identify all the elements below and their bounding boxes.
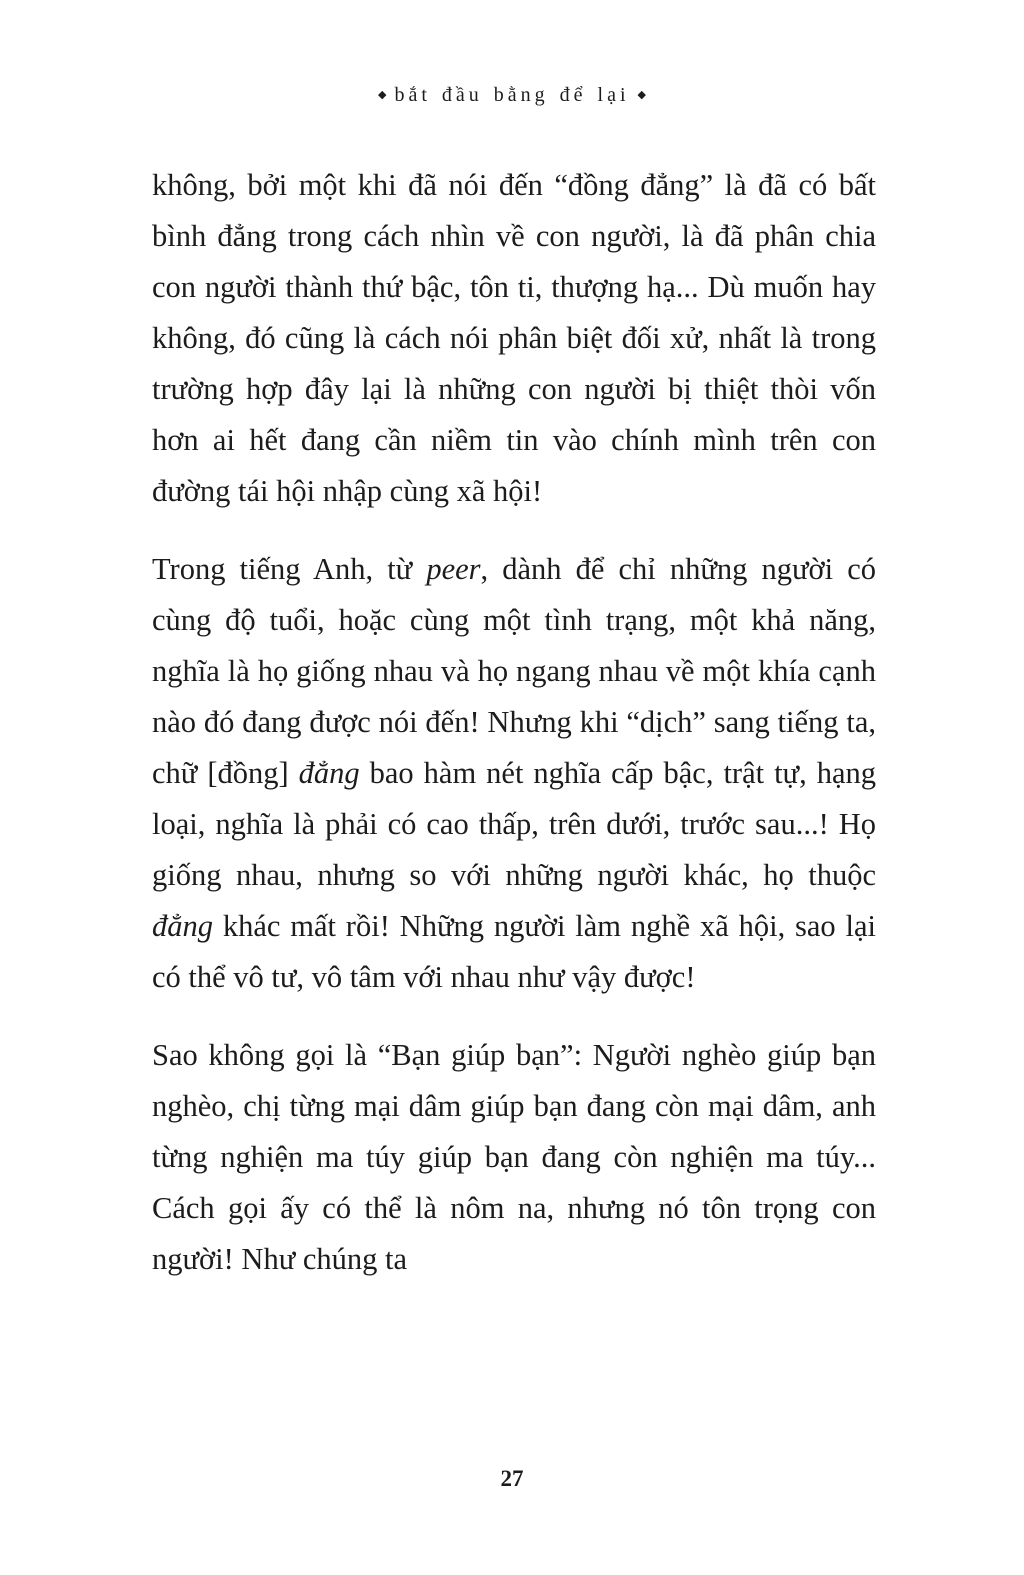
italic-text-run: đẳng (298, 756, 360, 790)
text-run: Trong tiếng Anh, từ (152, 552, 427, 586)
text-run: Sao không gọi là “Bạn giúp bạn”: Người nghèo giúp bạn nghèo, chị từng mại dâm giúp bạn đang còn mại dâm, anh từng nghiện ma túy giúp bạn đang còn nghiện ma túy... Cách gọi ấy có thể là nôm na, nhưng nó tôn trọng con người! Như chúng ta (152, 1038, 876, 1276)
paragraph (152, 160, 876, 517)
text-run: không, bởi một khi đã nói đến “đồng đẳng” là đã có bất bình đẳng trong cách nhìn về con người, là đã phân chia con người thành thứ bậc, tôn ti, thượng hạ... Dù muốn hay không, đó cũng là cách nói phân biệt đối xử, nhất là trong trường hợp đây lại là những con người bị thiệt thòi vốn hơn ai hết đang cần niềm tin vào chính mình trên con đường tái hội nhập cùng xã hội! (152, 168, 876, 508)
running-header-title: bắt đầu bằng để lại (394, 84, 630, 106)
italic-text-run: đẳng (152, 909, 213, 943)
text-run: bao hàm nét nghĩa cấp bậc, trật tự, hạng loại, nghĩa là phải có cao thấp, trên dưới, trước sau...! Họ giống nhau, nhưng so với những người khác, họ thuộc (152, 756, 876, 892)
body-text (152, 160, 876, 1285)
diamond-ornament-right-icon: ◆ (637, 89, 646, 101)
paragraph (152, 1030, 876, 1285)
paragraph (152, 544, 876, 1003)
page-number: 27 (500, 1466, 524, 1491)
text-run: , dành để chỉ những người có cùng độ tuổi, hoặc cùng một tình trạng, một khả năng, nghĩa là họ giống nhau và họ ngang nhau về một khía cạnh nào đó đang được nói đến! Nhưng khi “dịch” sang tiếng ta, chữ [đồng] (152, 552, 876, 790)
text-run: khác mất rồi! Những người làm nghề xã hội, sao lại có thể vô tư, vô tâm với nhau như vậy được! (152, 909, 876, 994)
diamond-ornament-left-icon: ◆ (378, 89, 387, 101)
italic-text-run: peer (426, 552, 481, 586)
running-header (0, 84, 1024, 107)
